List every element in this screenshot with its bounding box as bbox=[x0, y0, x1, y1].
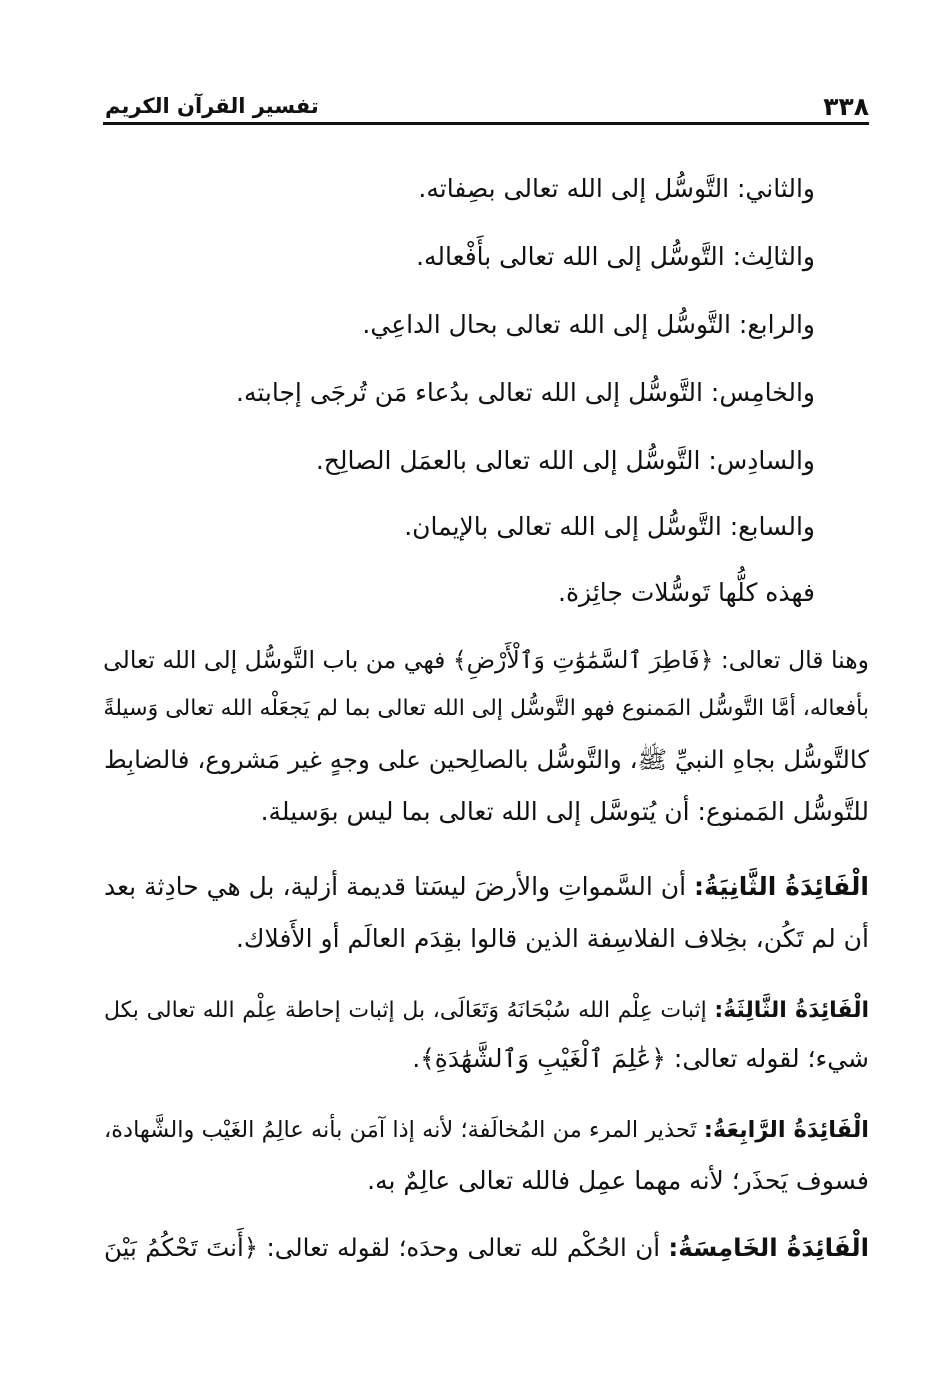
paragraph-line: للتَّوسُّل المَمنوع: أن يُتوسَّل إلى الله تعالى بما ليس بوَسيلة. bbox=[260, 797, 869, 826]
paragraph-line: بأفعاله، أمَّا التَّوسُّل المَمنوع فهو التَّوسُّل إلى الله تعالى بما لم يَجعَلْه الله تعالى وَسيلةً bbox=[103, 696, 869, 721]
paragraph-line: وهنا قال تعالى: ﴿فَاطِرَ ٱلسَّمَٰوَٰتِ وَٱلْأَرْضِ﴾ فهي من باب التَّوسُّل إلى الله تعالى bbox=[103, 646, 869, 674]
paragraph-line: كالتَّوسُّل بجاهِ النبيِّ ﷺ، والتَّوسُّل بالصالِحين على وجهٍ غير مَشروع، فالضابِط bbox=[104, 745, 869, 774]
list-item: والسابع: التَّوسُّل إلى الله تعالى بالإيمان. bbox=[404, 512, 815, 541]
benefit-text: أن الحُكْم لله تعالى وحدَه؛ لقوله تعالى: ﴿أَنتَ تَحْكُمُ بَيْنَ bbox=[104, 1233, 661, 1262]
list-item: والرابع: التَّوسُّل إلى الله تعالى بحال الداعِي. bbox=[362, 310, 815, 339]
paragraph-line bbox=[104, 1231, 869, 1265]
header-rule bbox=[103, 122, 869, 125]
paragraph-line bbox=[104, 1113, 869, 1147]
paragraph-line: فسوف يَحذَر؛ لأنه مهما عمِل فالله تعالى عالِمٌ به. bbox=[367, 1166, 869, 1195]
list-item: والثاني: التَّوسُّل إلى الله تعالى بصِفاته. bbox=[418, 174, 815, 203]
benefit-text: تَحذير المرء من المُخالَفة؛ لأنه إذا آمَن بأنه عالِمُ الغَيْب والشَّهادة، bbox=[104, 1117, 697, 1143]
paragraph-line: أن لم تَكُن، بخِلاف الفلاسِفة الذين قالوا بقِدَم العالَم أو الأَفلاك. bbox=[235, 924, 869, 953]
paragraph-line: شيء؛ لقوله تعالى: ﴿عَٰلِمَ ٱلْغَيْبِ وَٱلشَّهَٰدَةِ﴾. bbox=[412, 1044, 869, 1073]
list-item: والثالِث: التَّوسُّل إلى الله تعالى بأَفْعاله. bbox=[416, 242, 815, 271]
page-number: ٣٣٨ bbox=[823, 92, 869, 121]
benefit-label: الْفَائِدَةُ الرَّابِعَةُ: bbox=[703, 1117, 869, 1143]
paragraph-line bbox=[104, 994, 869, 1028]
running-title: تفسير القرآن الكريم bbox=[105, 94, 319, 118]
benefit-text: أن السَّمواتِ والأرضَ ليسَتا قديمة أزلية، بل هي حادِثة بعد bbox=[104, 872, 687, 901]
list-item: والخامِس: التَّوسُّل إلى الله تعالى بدُعاء مَن تُرجَى إجابته. bbox=[236, 378, 815, 407]
benefit-text: إثبات عِلْم الله سُبْحَانَهُ وَتَعَالَى، بل إثبات إحاطة عِلْم الله تعالى بكل bbox=[104, 998, 707, 1023]
list-item: والسادِس: التَّوسُّل إلى الله تعالى بالعمَل الصالِح. bbox=[315, 446, 815, 475]
benefit-label: الْفَائِدَةُ الخَامِسَةُ: bbox=[668, 1233, 869, 1262]
benefit-label: الْفَائِدَةُ الثَّانِيَةُ: bbox=[694, 872, 869, 901]
benefit-label: الْفَائِدَةُ الثَّالِثَةُ: bbox=[714, 998, 869, 1023]
paragraph-line bbox=[104, 870, 869, 904]
list-item: فهذه كلُّها تَوسُّلات جائِزة. bbox=[558, 578, 815, 607]
page-header bbox=[103, 90, 869, 124]
